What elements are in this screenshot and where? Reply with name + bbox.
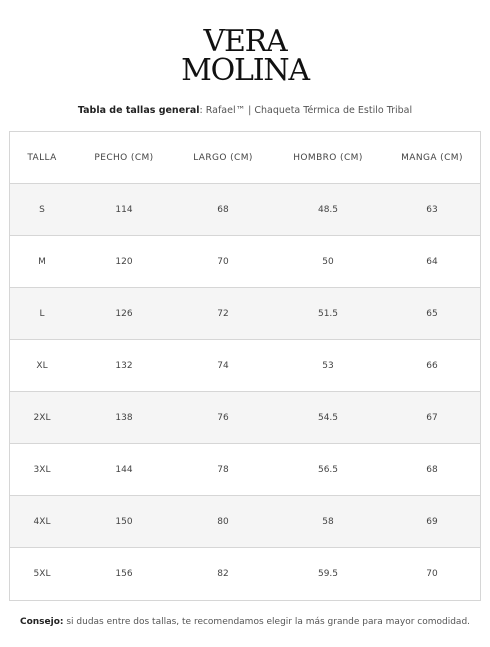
cell-hombro: 59.5 — [317, 568, 339, 579]
cell-manga: 64 — [384, 236, 480, 288]
cell-hombro: 54.5 — [272, 392, 384, 444]
table-row — [10, 548, 480, 600]
subtitle-separator: : — [199, 105, 206, 116]
cell-pecho: 114 — [74, 184, 174, 236]
brand-logo-line-1: VERA — [203, 24, 287, 59]
size-chart-subtitle — [0, 105, 490, 116]
header-talla: TALLA — [10, 132, 74, 184]
size-table — [10, 132, 480, 599]
cell-pecho: 132 — [74, 340, 174, 392]
cell-talla: 5XL — [33, 568, 51, 579]
size-advice-note — [0, 617, 490, 627]
cell-largo: 74 — [174, 340, 272, 392]
cell-largo: 76 — [174, 392, 272, 444]
size-chart-label: Tabla de tallas general — [77, 105, 200, 116]
cell-hombro: 50 — [272, 236, 384, 288]
cell-pecho: 138 — [74, 392, 174, 444]
cell-talla: M — [10, 236, 74, 288]
cell-hombro: 51.5 — [272, 288, 384, 340]
header-row — [10, 132, 480, 184]
table-row — [10, 444, 480, 496]
advice-text: si dudas entre dos tallas, te recomendamos elegir la más grande para mayor comodidad. — [63, 617, 471, 627]
cell-pecho: 144 — [74, 444, 174, 496]
header-largo: LARGO (CM) — [174, 132, 272, 184]
cell-hombro: 48.5 — [272, 184, 384, 236]
cell-pecho: 126 — [74, 288, 174, 340]
cell-hombro: 58 — [272, 496, 384, 548]
advice-label: Consejo: — [19, 617, 64, 627]
size-table-container — [9, 131, 481, 601]
cell-manga: 63 — [384, 184, 480, 236]
cell-manga: 65 — [384, 288, 480, 340]
product-name: Rafael™ | Chaqueta Térmica de Estilo Tribal — [205, 105, 413, 116]
cell-manga: 66 — [384, 340, 480, 392]
cell-manga: 69 — [384, 496, 480, 548]
size-table-header — [10, 132, 480, 184]
table-row — [10, 392, 480, 444]
cell-largo: 70 — [174, 236, 272, 288]
size-table-body — [10, 184, 480, 600]
cell-pecho: 120 — [74, 236, 174, 288]
table-row — [10, 184, 480, 236]
table-row — [10, 236, 480, 288]
cell-largo: 80 — [174, 496, 272, 548]
cell-manga: 68 — [384, 444, 480, 496]
cell-manga: 67 — [384, 392, 480, 444]
cell-talla: S — [10, 184, 74, 236]
cell-hombro: 53 — [272, 340, 384, 392]
cell-talla: L — [10, 288, 74, 340]
header-manga: MANGA (CM) — [384, 132, 480, 184]
cell-manga: 70 — [426, 568, 438, 579]
cell-pecho: 150 — [74, 496, 174, 548]
cell-hombro: 56.5 — [272, 444, 384, 496]
cell-talla: XL — [10, 340, 74, 392]
cell-largo: 68 — [174, 184, 272, 236]
cell-largo: 78 — [174, 444, 272, 496]
cell-talla: 3XL — [10, 444, 74, 496]
header-pecho: PECHO (CM) — [74, 132, 174, 184]
cell-pecho: 156 — [115, 568, 133, 579]
table-row — [10, 496, 480, 548]
cell-largo: 82 — [217, 568, 229, 579]
brand-logo[interactable] — [0, 24, 490, 88]
cell-talla: 2XL — [10, 392, 74, 444]
table-row — [10, 340, 480, 392]
brand-logo-line-2: MOLINA — [181, 53, 309, 88]
cell-largo: 72 — [174, 288, 272, 340]
cell-talla: 4XL — [10, 496, 74, 548]
header-hombro: HOMBRO (CM) — [272, 132, 384, 184]
table-row — [10, 288, 480, 340]
